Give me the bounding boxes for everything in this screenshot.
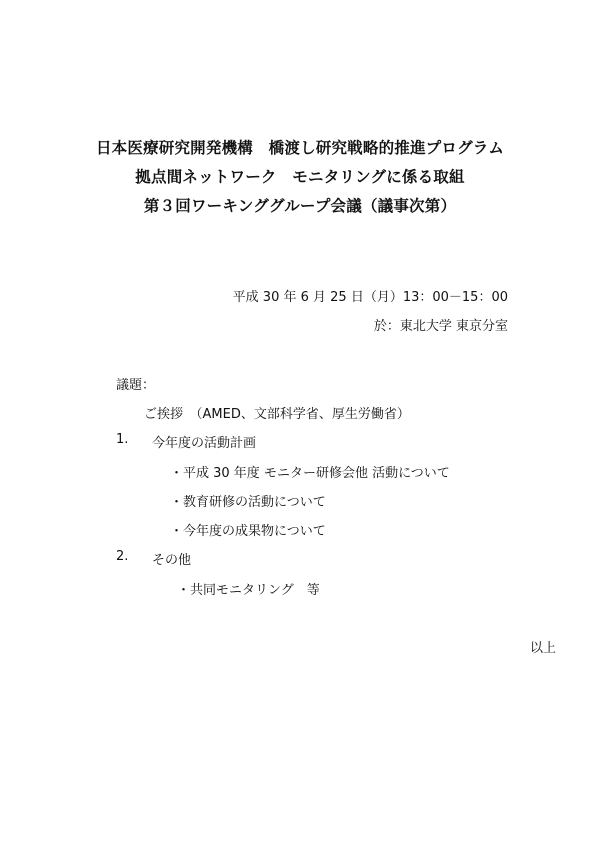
agenda-item-label: その他	[152, 553, 192, 568]
agenda-subitem: ・教育研修の活動について	[170, 495, 326, 510]
agenda-subitem: ・今年度の成果物について	[170, 524, 326, 539]
agenda-item-label: 今年度の活動計画	[152, 436, 257, 451]
meeting-datetime: 平成 30 年 6 月 25 日（月）13：00－15：00	[232, 290, 508, 305]
document-title-line-2: 拠点間ネットワーク モニタリングに係る取組	[135, 168, 465, 186]
agenda-item-number: 2.	[116, 549, 129, 564]
meeting-venue: 於：東北大学 東京分室	[373, 319, 508, 334]
agenda-greeting: ご挨拶 （AMED、文部科学省、厚生労働省）	[144, 407, 410, 422]
document-title-line-1: 日本医療研究開発機構 橋渡し研究戦略的推進プログラム	[95, 139, 505, 157]
agenda-subitem: ・共同モニタリング 等	[177, 583, 320, 598]
agenda-item-number: 1.	[116, 432, 129, 447]
closing-remark: 以上	[529, 641, 556, 656]
document-title-line-3: 第３回ワーキンググループ会議（議事次第）	[143, 197, 457, 215]
agenda-subitem: ・平成 30 年度 モニター研修会他 活動について	[170, 466, 450, 481]
agenda-heading: 議題：	[116, 378, 156, 393]
